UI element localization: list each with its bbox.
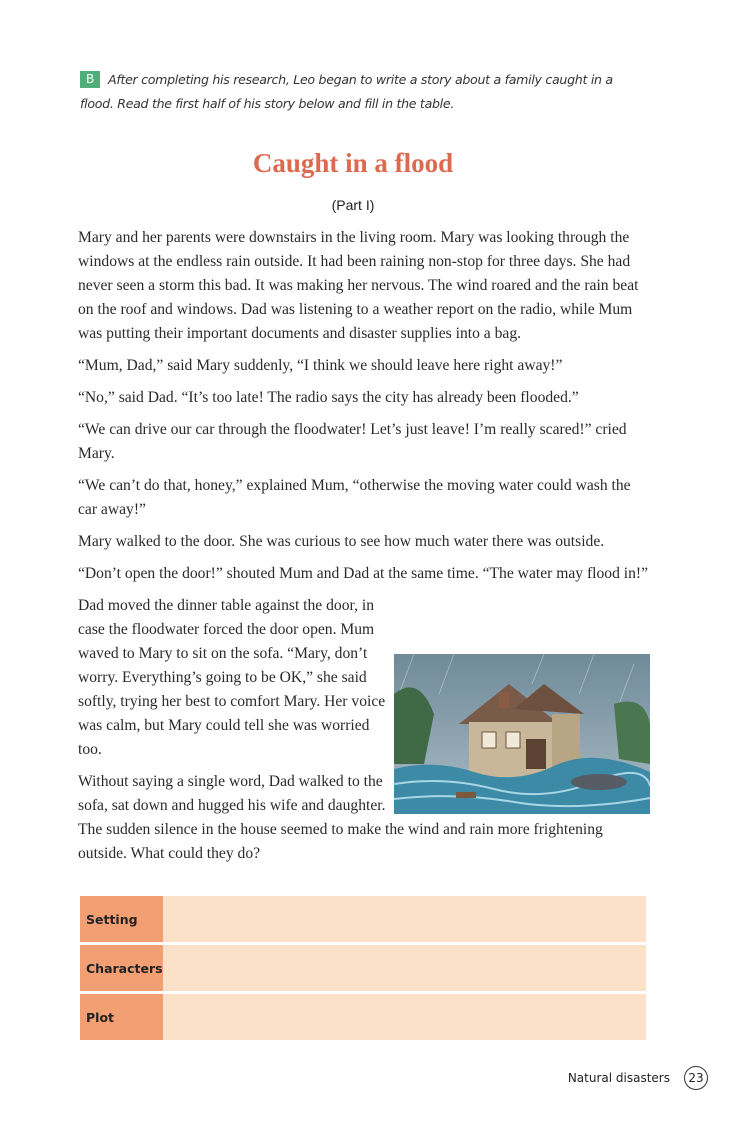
setting-answer-field[interactable] [163,896,646,944]
instruction [80,68,640,116]
plot-answer-field[interactable] [163,993,646,1042]
section-name: Natural disasters [567,1071,670,1085]
flood-house-illustration [394,654,650,814]
exercise-badge: B [80,71,100,88]
paragraph: Mary walked to the door. She was curious to see how much water there was outside. [78,533,605,550]
paragraph: Dad moved the dinner table against the door, in case the floodwater forced the door open. Mum waved to Mary to sit on the sofa. “Mary, don’t worry. Everything’s going to be OK,” she said softly, trying her best to comfort Mary. Her voice was calm, but Mary could tell she was worried too. [78,597,386,758]
paragraph: “We can drive our car through the floodwater! Let’s just leave! I’m really scared!” cried Mary. [78,421,627,462]
characters-answer-field[interactable] [163,944,646,993]
paragraph: Without saying a single word, Dad walked to the sofa, sat down and hugged his wife and daughter. The sudden silence in the house seemed to make the wind and rain more frightening outside. What could they do? [78,773,603,862]
table-row [80,993,646,1042]
page-footer [568,1066,708,1090]
paragraph: Mary and her parents were downstairs in the living room. Mary was looking through the windows at the endless rain outside. It had been raining non-stop for three days. She had never seen a storm this bad. It was making her nervous. The wind roared and the rain beat on the roof and windows. Dad was listening to a weather report on the radio, while Mum was putting their important documents and disaster supplies into a bag. [78,229,639,342]
table-row [80,944,646,993]
story-part: (Part I) [331,197,375,213]
story-elements-table [80,896,646,1043]
paragraph: “Mum, Dad,” said Mary suddenly, “I think we should leave here right away!” [78,357,563,374]
page-number: 23 [684,1066,708,1090]
row-label: Plot [80,993,163,1042]
row-label: Setting [80,896,163,944]
table-row [80,896,646,944]
story-title: Caught in a flood [252,148,454,178]
instruction-text: After completing his research, Leo began to write a story about a family caught in a flood. Read the first half of his story below and fill in the table. [80,72,613,111]
row-label: Characters [80,944,163,993]
story-body [78,226,650,874]
paragraph: “We can’t do that, honey,” explained Mum, “otherwise the moving water could wash the car away!” [78,477,631,518]
paragraph: “No,” said Dad. “It’s too late! The radio says the city has already been flooded.” [78,389,579,406]
paragraph: “Don’t open the door!” shouted Mum and Dad at the same time. “The water may flood in!” [78,565,649,582]
